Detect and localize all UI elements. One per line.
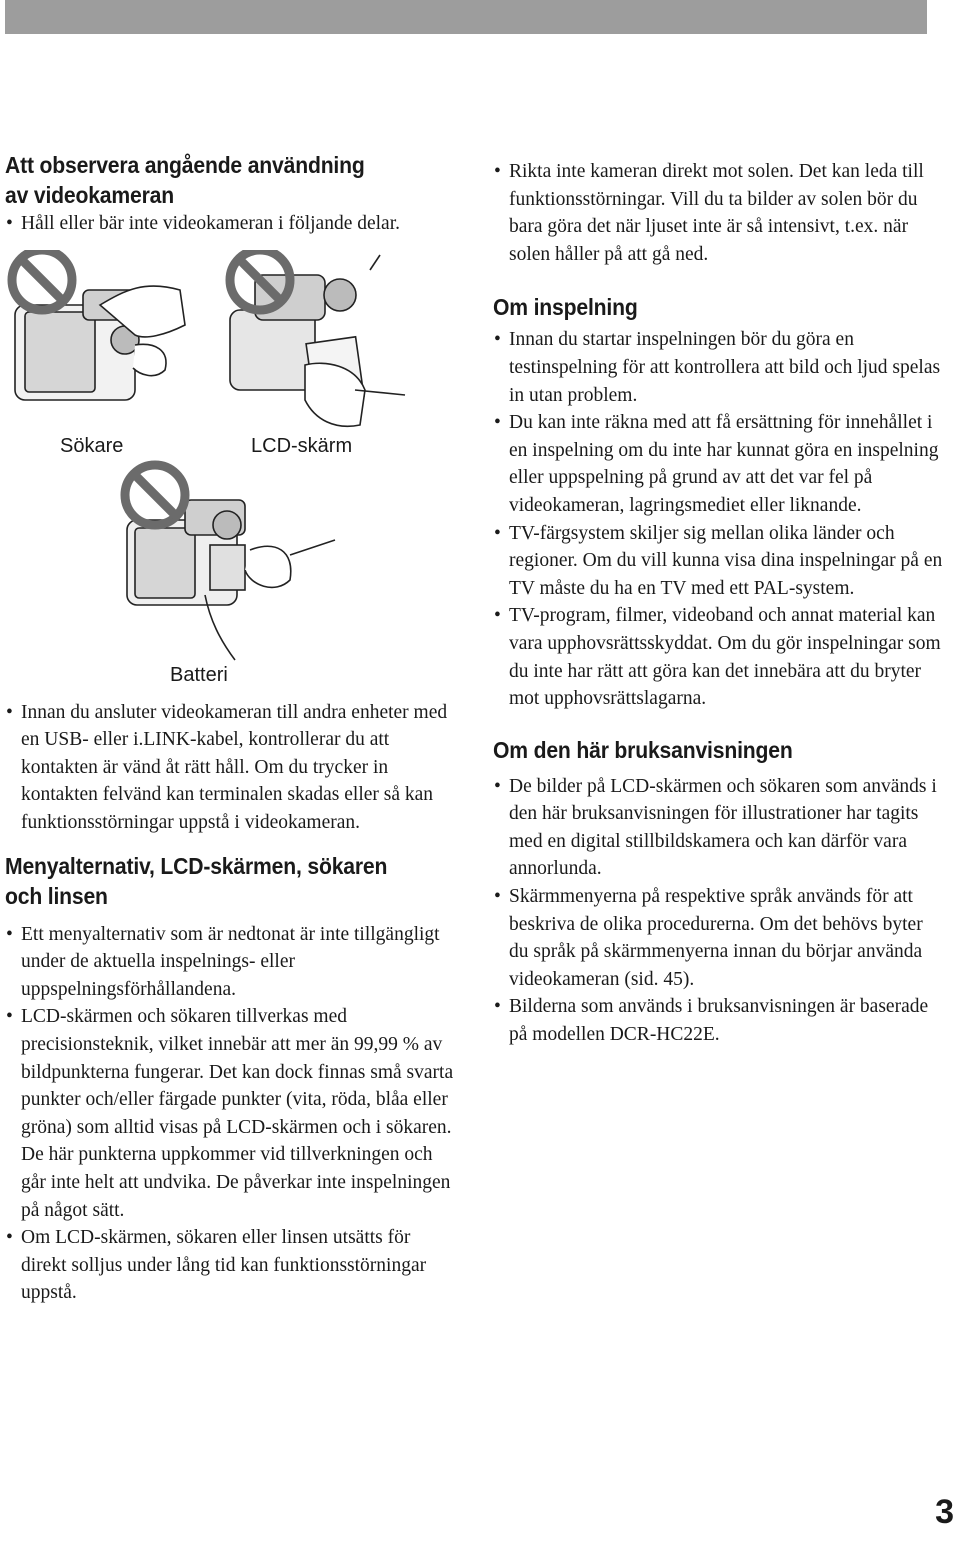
- usage-list-1: [5, 210, 457, 238]
- list-item: • Du kan inte räkna med att få ersättning för innehållet i en inspelning om du inte har kunnat göra en inspelning eller uppspelning på grund av att det var fel på videokameran, lagringsmediet eller liknande.: [494, 412, 939, 516]
- menu-lcd-list: [5, 921, 457, 1307]
- page-number: 3: [935, 1493, 954, 1531]
- section-heading-manual: Om den här bruksanvisningen: [493, 736, 793, 763]
- list-item: • TV-färgsystem skiljer sig mellan olika länder och regioner. Om du vill kunna visa dina inspelningar på en TV måste du ha en TV med ett PAL-system.: [494, 522, 943, 599]
- sun-warning-list: [493, 158, 945, 268]
- list-item: • Innan du ansluter videokameran till andra enheter med en USB- eller i.LINK-kabel, kontrollerar du att kontakten är vänd åt rätt håll. Om du trycker in kontakten felvänd kan terminalen skadas eller så kan funktionsstörningar uppstå i videokameran.: [6, 701, 448, 833]
- recording-list: [493, 326, 945, 712]
- list-item: • Skärmmenyerna på respektive språk används för att beskriva de olika procedurerna. Om det behövs byter du språk på skärmmenyerna innan du börjar använda videokameran (sid. 45).: [494, 886, 923, 990]
- caption-lcd-screen: LCD-skärm: [251, 434, 353, 457]
- camcorder-illustration: [5, 250, 457, 695]
- camcorder-1-drawing: [15, 286, 185, 400]
- section-heading-usage: Att observera angående användning av videokameran: [5, 152, 365, 208]
- list-item: • Bilderna som används i bruksanvisningen är baserade på modellen DCR-HC22E.: [494, 996, 929, 1046]
- no-sign-icon: [12, 250, 72, 310]
- list-item: • Om LCD-skärmen, sökaren eller linsen utsätts för direkt solljus under lång tid kan funktionsstörningar uppstå.: [6, 1227, 427, 1304]
- list-item: • Ett menyalternativ som är nedtonat är inte tillgängligt under de aktuella inspelnings- eller uppspelningsförhållandena.: [6, 923, 440, 1000]
- list-item: • LCD-skärmen och sökaren tillverkas med precisionsteknik, vilket innebär att mer än 99,99 % av bildpunkterna fungerar. Det kan dock finnas små svarta punkter och/eller färgade punkter (vita, röda, blåa eller gröna) som alltid visas på LCD-skärmen och i sökaren. De här punkterna uppkommer vid tillverkningen och går inte helt att undvika. De påverkar inte inspelningen på något sätt.: [6, 1006, 454, 1221]
- list-item: • De bilder på LCD-skärmen och sökaren som används i den här bruksanvisningen för illustrationer har tagits med en digital stillbildskamera och kan därför vara annorlunda.: [494, 775, 937, 880]
- caption-battery: Batteri: [170, 663, 228, 686]
- section-heading-menu-lcd: Menyalternativ, LCD-skärmen, sökaren och linsen: [5, 852, 388, 909]
- list-item: • Håll eller bär inte videokameran i följande delar.: [6, 213, 401, 234]
- left-column: [5, 150, 457, 1307]
- manual-list: [493, 773, 945, 1049]
- right-column: [493, 158, 945, 1049]
- list-item: • TV-program, filmer, videoband och annat material kan vara upphovsrättsskyddat. Om du gör inspelningar som du inte har rätt att göra kan det innebära att du bryter mot upphovsrättslagarna.: [494, 605, 941, 710]
- usage-list-2: [5, 699, 457, 837]
- list-item: • Innan du startar inspelningen bör du göra en testinspelning för att kontrollera att bild och ljud spelas in utan problem.: [494, 329, 941, 406]
- camcorder-hold-diagram: [5, 250, 445, 695]
- no-sign-icon: [125, 465, 185, 525]
- section-heading-recording: Om inspelning: [493, 294, 638, 321]
- list-item: • Rikta inte kameran direkt mot solen. Det kan leda till funktionsstörningar. Vill du ta bilder av solen bör du bara göra det när ljuset inte är så intensivt, t.ex. när solen håller på att gå ned.: [494, 161, 924, 265]
- caption-viewfinder: Sökare: [60, 434, 124, 457]
- header-bar: [5, 0, 927, 34]
